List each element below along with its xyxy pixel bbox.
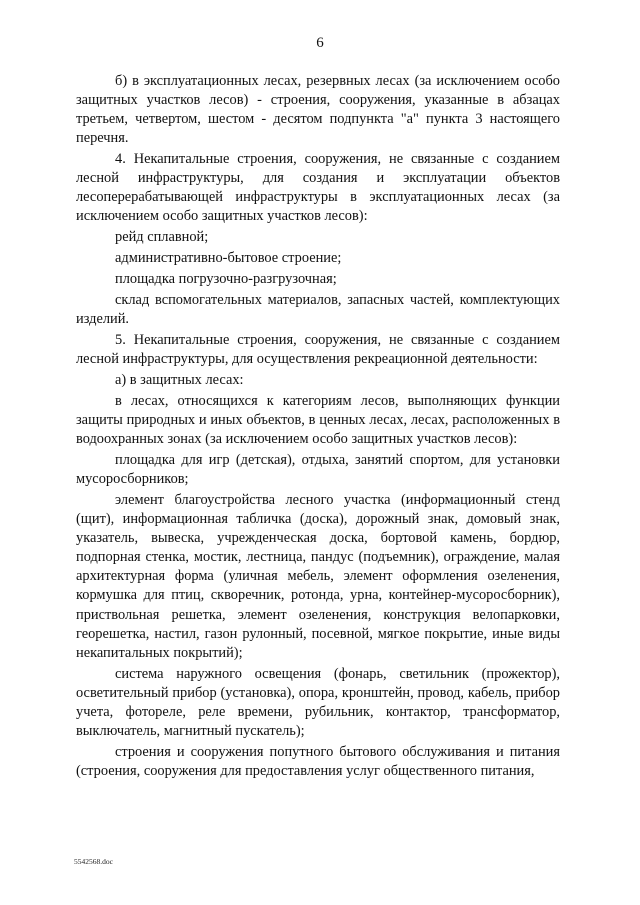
paragraph: строения и сооружения попутного бытового обслуживания и питания (строения, сооружения для предоставления услуг общественного питания, [76, 743, 560, 779]
paragraph: б) в эксплуатационных лесах, резервных лесах (за исключением особо защитных участков лесов) - строения, сооружения, указанные в абзацах третьем, четвертом, шестом - десятом подпункта "а" пункта 3 настоящего перечня. [76, 73, 560, 147]
document-body [76, 72, 560, 783]
paragraph: в лесах, относящихся к категориям лесов, выполняющих функции защиты природных и иных объектов, в ценных лесах, лесах, расположенных в водоохранных зонах (за исключением особо защитных участков лесов): [76, 392, 560, 448]
paragraph: система наружного освещения (фонарь, светильник (прожектор), осветительный прибор (установка), опора, кронштейн, провод, кабель, прибор учета, фотореле, реле времени, рубильник, контактор, трансформатор, выключатель, магнитный пускатель); [76, 665, 560, 739]
paragraph: 4. Некапитальные строения, сооружения, не связанные с созданием лесной инфраструктуры, для создания и эксплуатации объектов лесоперерабатывающей инфраструктуры в эксплуатационных лесах (за исключением особо защитных участков лесов): [76, 151, 560, 225]
paragraph: а) в защитных лесах: [115, 371, 244, 388]
footer-filename: 5542568.doc [74, 857, 113, 866]
paragraph: склад вспомогательных материалов, запасных частей, комплектующих изделий. [76, 292, 560, 328]
paragraph: административно-бытовое строение; [115, 250, 342, 267]
paragraph: площадка для игр (детская), отдыха, занятий спортом, для установки мусоросборников; [76, 451, 560, 488]
paragraph: элемент благоустройства лесного участка (информационный стенд (щит), информационная табличка (доска), дорожный знак, домовый знак, указатель, вывеска, учрежденческая доска, бортовой камень, бордюр, подпорная стенка, мостик, лестница, пандус (подъемник), ограждение, малая архитектурная форма (уличная мебель, элемент оформления озеленения, кормушка для птиц, скворечник, ротонда, урна, контейнер-мусоросборник), приствольная решетка, элемент озеленения, конструкция велопарковки, георешетка, настил, газон рулонный, посевной, мягкое покрытие, иные виды некапитальных покрытий); [76, 491, 560, 661]
page-number: 6 [316, 35, 324, 51]
paragraph: 5. Некапитальные строения, сооружения, не связанные с созданием лесной инфраструктуры, для осуществления рекреационной деятельности: [76, 332, 560, 368]
paragraph: площадка погрузочно-разгрузочная; [115, 271, 337, 288]
paragraph: рейд сплавной; [115, 229, 209, 246]
